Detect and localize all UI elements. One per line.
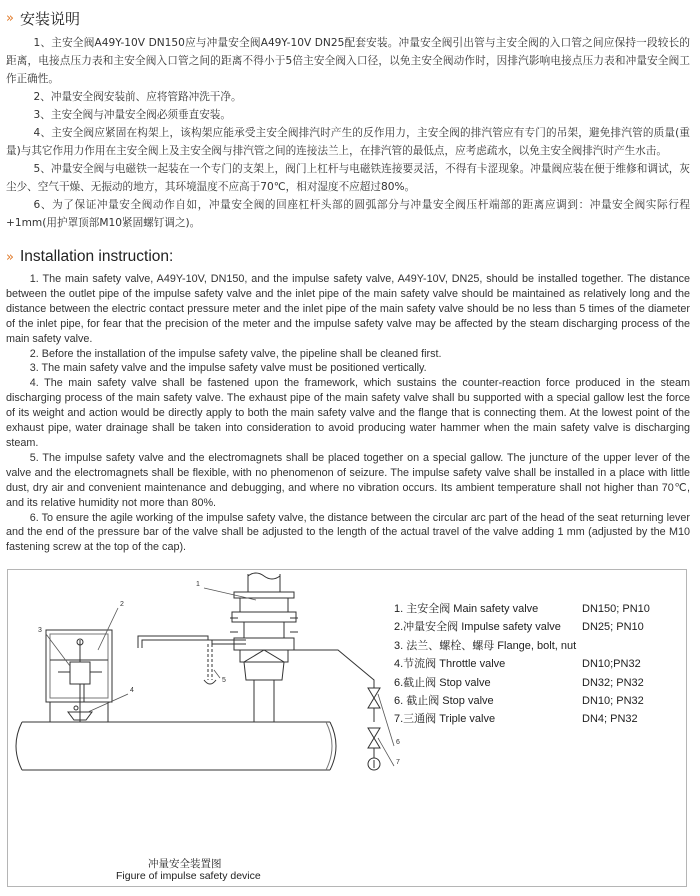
figure-caption-cn: 冲量安全装置图: [148, 858, 222, 870]
legend-spec: DN10; PN32: [582, 694, 644, 707]
cn-paragraph-5: 5、冲量安全阀与电磁铁一起装在一个专门的支架上，阀门上杠杆与电磁铁连接要灵活，不得有卡涩现象。冲量阀应装在便于维修和调试，灰尘少、空气干燥、无振动的地方，其环境温度不应高于70℃，相对湿度不应超过80%。: [6, 163, 690, 193]
cn-instructions: [6, 34, 690, 232]
main-pipe: [16, 722, 336, 770]
callout-leaders: [46, 588, 394, 766]
en-paragraph-2: 2. Before the installation of the impulse safety valve, the pipeline shall be cleaned first.: [29, 347, 442, 360]
chevron-icon: »: [6, 249, 12, 265]
legend-spec: DN32; PN32: [582, 676, 644, 689]
chevron-icon: »: [6, 11, 12, 26]
legend-label: 7.三通阀 Triple valve: [394, 713, 496, 726]
legend-spec: DN10;PN32: [582, 658, 641, 671]
cn-paragraph-6: 6、为了保证冲量安全阀动作自如，冲量安全阀的回座杠杆头部的圆弧部分与冲量安全阀压杆端部的距离应调到：冲量安全阀实际行程+1mm(用护罩顶部M10紧固螺钉调之)。: [6, 199, 690, 229]
en-paragraph-3: 3. The main safety valve and the impulse safety valve must be positioned vertically.: [29, 362, 427, 375]
en-paragraph-6: 6. To ensure the agile working of the impulse safety valve, the distance between the circular arc part of the head of the seat returning lever and the end of the pressure bar of the valve shall be adjusted to the length of the actual travel of the valve adding 1 mm (adjusted by the M10 fastening screw at the top of the cap).: [6, 511, 690, 554]
legend-label: 6. 截止阀 Stop valve: [394, 694, 494, 707]
legend-label: 3. 法兰、螺栓、螺母 Flange, bolt, nut: [394, 639, 577, 652]
legend-spec: DN25; PN10: [582, 621, 644, 634]
legend-item: [394, 655, 684, 673]
en-paragraph-5: 5. The impulse safety valve and the electromagnets shall be placed together on a special gallow. The juncture of the upper lever of the valve and the electromagnets shall be flexible, with no phenomenon of seizure. The impulse safety valve shall be installed in a place with little dust, dry air and convenient maintenance and debugging, and where no vibration occurs. Its ambient temperature shall not higher than 70℃, and its relative humidity not more than 80%.: [6, 451, 690, 509]
callout-7: 7: [396, 759, 400, 766]
legend-label: 1. 主安全阀 Main safety valve: [394, 603, 539, 615]
instrument-line: [294, 650, 380, 770]
en-instructions: [6, 272, 690, 555]
legend-item: [394, 637, 684, 655]
legend-spec: DN4; PN32: [582, 713, 638, 726]
legend-item: [394, 692, 684, 710]
en-section-heading: [6, 248, 173, 266]
legend-item: [394, 674, 684, 692]
en-paragraph-1: 1. The main safety valve, A49Y-10V, DN150, and the impulse safety valve, A49Y-10V, DN25, should be installed together. The distance between the outlet pipe of the impulse safety valve and the inlet pipe of the main safety valve should be maintained as relatively long and the distance between the electric contact pressure meter and the inlet pipe of the main safety valve should be no less than 5 times of the diameter of the inlet pipe, for fear that the precision of the meter and the impulse safety valve may be affected by the steam discharging process of the main safety valve.: [6, 273, 690, 345]
support-frame: [50, 702, 108, 722]
callout-4: 4: [130, 687, 134, 694]
callout-2: 2: [120, 601, 124, 608]
impulse-line: [138, 636, 246, 684]
cn-paragraph-3: 3、主安全阀与冲量安全阀必须垂直安装。: [33, 109, 231, 121]
en-paragraph-4: 4. The main safety valve shall be fastened upon the framework, which sustains the counter-reaction force produced in the steam discharging process of the main safety valve. The exhaust pipe of the main safety valve shall bu supported with a special gallow lest the force of its weight and action would be directly apply to both the main safety valve and the flange that is connecting them. At the lowest point of the exhaust pipe, water drainage shall be taken into consideration to avoid producing water hammer when the main safety valve is discharging steam.: [6, 377, 690, 449]
legend-label: 4.节流阀 Throttle valve: [394, 658, 506, 671]
cn-section-title: 安装说明: [19, 10, 80, 28]
legend-item: [394, 710, 684, 728]
main-safety-valve-drawing: [230, 573, 298, 722]
callout-5: 5: [222, 677, 226, 684]
cn-paragraph-4: 4、主安全阀应紧固在构架上，该构架应能承受主安全阀排汽时产生的反作用力，主安全阀的排汽管应有专门的吊架，避免排汽管的质量(重量)与其它作用力作用在主安全阀上及主安全阀与排汽管之间的连接法兰上，在排汽管的最低点，应考虑疏水，以免主安全阀排汽时产生水击。: [6, 127, 690, 157]
legend-item: [394, 600, 684, 618]
callout-3: 3: [38, 627, 42, 634]
callout-1: 1: [196, 581, 200, 588]
legend-label: 6.截止阀 Stop valve: [394, 676, 491, 689]
cn-paragraph-1: 1、主安全阀A49Y-10V DN150应与冲量安全阀A49Y-10V DN25配套安装。冲量安全阀引出管与主安全阀的入口管之间应保持一段较长的距离，电接点压力表和主安全阀入口管之间的距离不得小于5倍主安全阀入口径，以免主安全阀动作时，因排汽影响电接点压力表和冲量安全阀工作正确性。: [6, 37, 690, 85]
figure-caption-en: Figure of impulse safety device: [116, 870, 261, 882]
cn-paragraph-2: 2、冲量安全阀安装前、应将管路冲洗干净。: [33, 91, 242, 103]
impulse-device-figure: [7, 569, 687, 887]
en-section-title: Installation instruction:: [19, 248, 174, 265]
legend-label: 2.冲量安全阀 Impulse safety valve: [394, 621, 561, 634]
cn-section-heading: [6, 8, 80, 29]
legend-item: [394, 618, 684, 636]
legend-spec: DN150; PN10: [582, 603, 650, 615]
parts-legend: [394, 600, 684, 729]
callout-6: 6: [396, 739, 400, 746]
